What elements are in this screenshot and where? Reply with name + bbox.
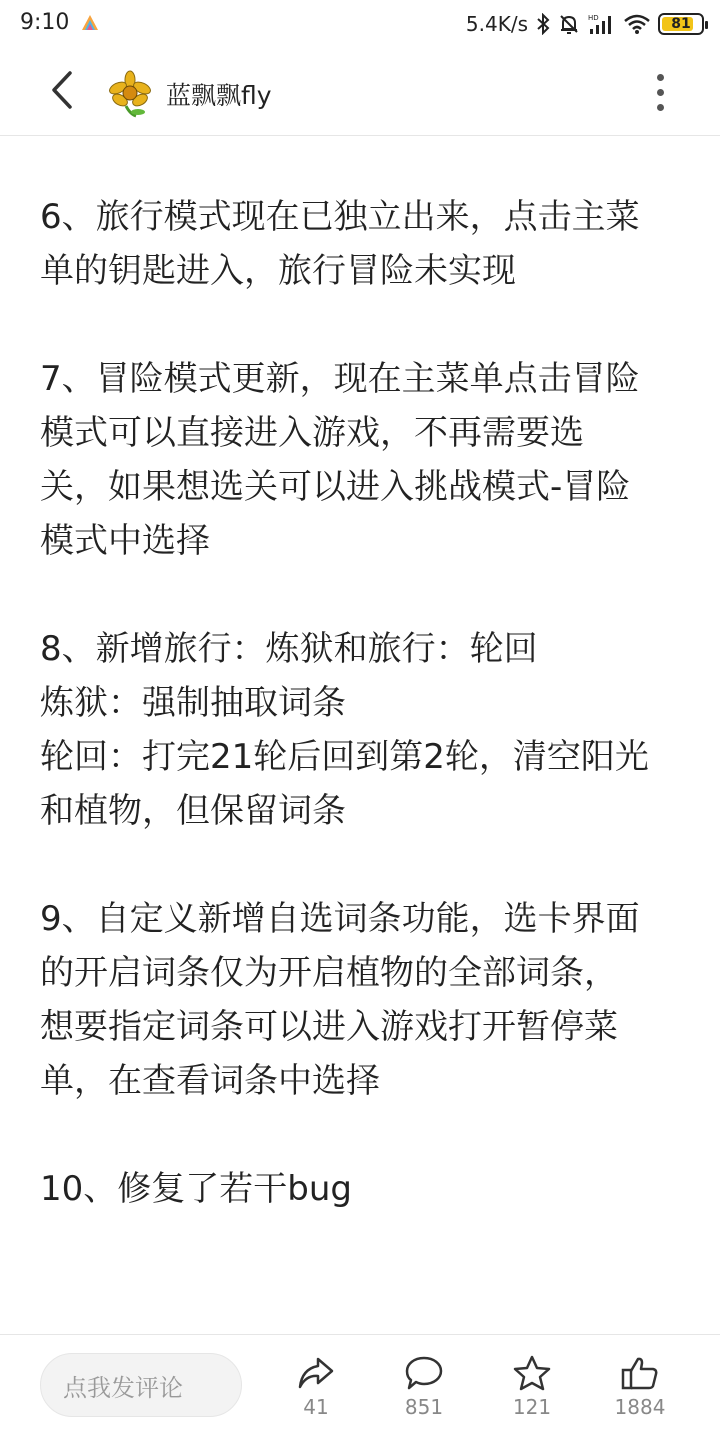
- svg-text:HD: HD: [588, 14, 599, 22]
- share-count: 41: [303, 1395, 329, 1419]
- more-vertical-icon: [657, 74, 664, 81]
- paragraph-line: 单的钥匙进入，旅行冒险未实现: [40, 251, 516, 291]
- app-notification-icon: [80, 13, 100, 33]
- status-indicators: [466, 10, 704, 38]
- paragraph-line: 轮回：打完21轮后回到第2轮，清空阳光: [40, 737, 649, 777]
- paragraph: [40, 622, 690, 838]
- comment-count: 851: [404, 1395, 444, 1419]
- comment-icon: [404, 1355, 444, 1391]
- paragraph-line: 6、旅行模式现在已独立出来，点击主菜: [40, 197, 640, 237]
- paragraph-line: 10、修复了若干bug: [40, 1169, 352, 1209]
- battery-icon: [658, 13, 704, 35]
- paragraph-line: 关，如果想选关可以进入挑战模式-冒险: [40, 467, 631, 507]
- comment-input[interactable]: [40, 1353, 242, 1417]
- paragraph-line: 想要指定词条可以进入游戏打开暂停菜: [40, 1007, 618, 1047]
- thumbs-up-icon: [620, 1355, 660, 1391]
- paragraph: [40, 1162, 690, 1216]
- paragraph-line: 模式中选择: [40, 521, 210, 561]
- favorite-button[interactable]: [492, 1355, 572, 1435]
- favorite-count: 121: [512, 1395, 552, 1419]
- battery-level: 81: [671, 16, 691, 32]
- like-button[interactable]: [600, 1355, 680, 1435]
- paragraph: [40, 352, 690, 568]
- bluetooth-icon: [536, 13, 550, 35]
- bottom-action-bar: [0, 1334, 720, 1440]
- like-count: 1884: [614, 1395, 666, 1419]
- paragraph-line: 和植物，但保留词条: [40, 791, 346, 831]
- share-icon: [296, 1355, 336, 1391]
- share-button[interactable]: [276, 1355, 356, 1435]
- paragraph-line: 9、自定义新增自选词条功能，选卡界面: [40, 899, 640, 939]
- paragraph-line: 8、新增旅行：炼狱和旅行：轮回: [40, 629, 538, 669]
- more-options-button[interactable]: [642, 70, 678, 114]
- paragraph-line: 炼狱：强制抽取词条: [40, 683, 346, 723]
- paragraph: [40, 190, 690, 298]
- paragraph-line: 的开启词条仅为开启植物的全部词条，: [40, 953, 618, 993]
- status-time: 9:10: [20, 10, 70, 35]
- star-icon: [512, 1355, 552, 1391]
- comment-button[interactable]: [384, 1355, 464, 1435]
- comment-placeholder: 点我发评论: [63, 1373, 183, 1402]
- author-name[interactable]: 蓝飘飘fly: [166, 81, 272, 110]
- post-content: [40, 190, 690, 1270]
- network-speed: 5.4K/s: [465, 12, 528, 36]
- status-bar: [0, 0, 720, 50]
- back-button[interactable]: [40, 70, 84, 114]
- mute-icon: [558, 13, 580, 35]
- paragraph-line: 7、冒险模式更新，现在主菜单点击冒险: [40, 359, 640, 399]
- avatar[interactable]: [106, 70, 154, 118]
- hd-signal-icon: [588, 13, 616, 35]
- paragraph-line: 单，在查看词条中选择: [40, 1061, 380, 1101]
- header: [0, 50, 720, 136]
- wifi-icon: [624, 13, 650, 35]
- paragraph: [40, 892, 690, 1108]
- paragraph-line: 模式可以直接进入游戏，不再需要选: [40, 413, 584, 453]
- flower-avatar: [106, 70, 154, 118]
- chevron-left-icon: [50, 70, 74, 114]
